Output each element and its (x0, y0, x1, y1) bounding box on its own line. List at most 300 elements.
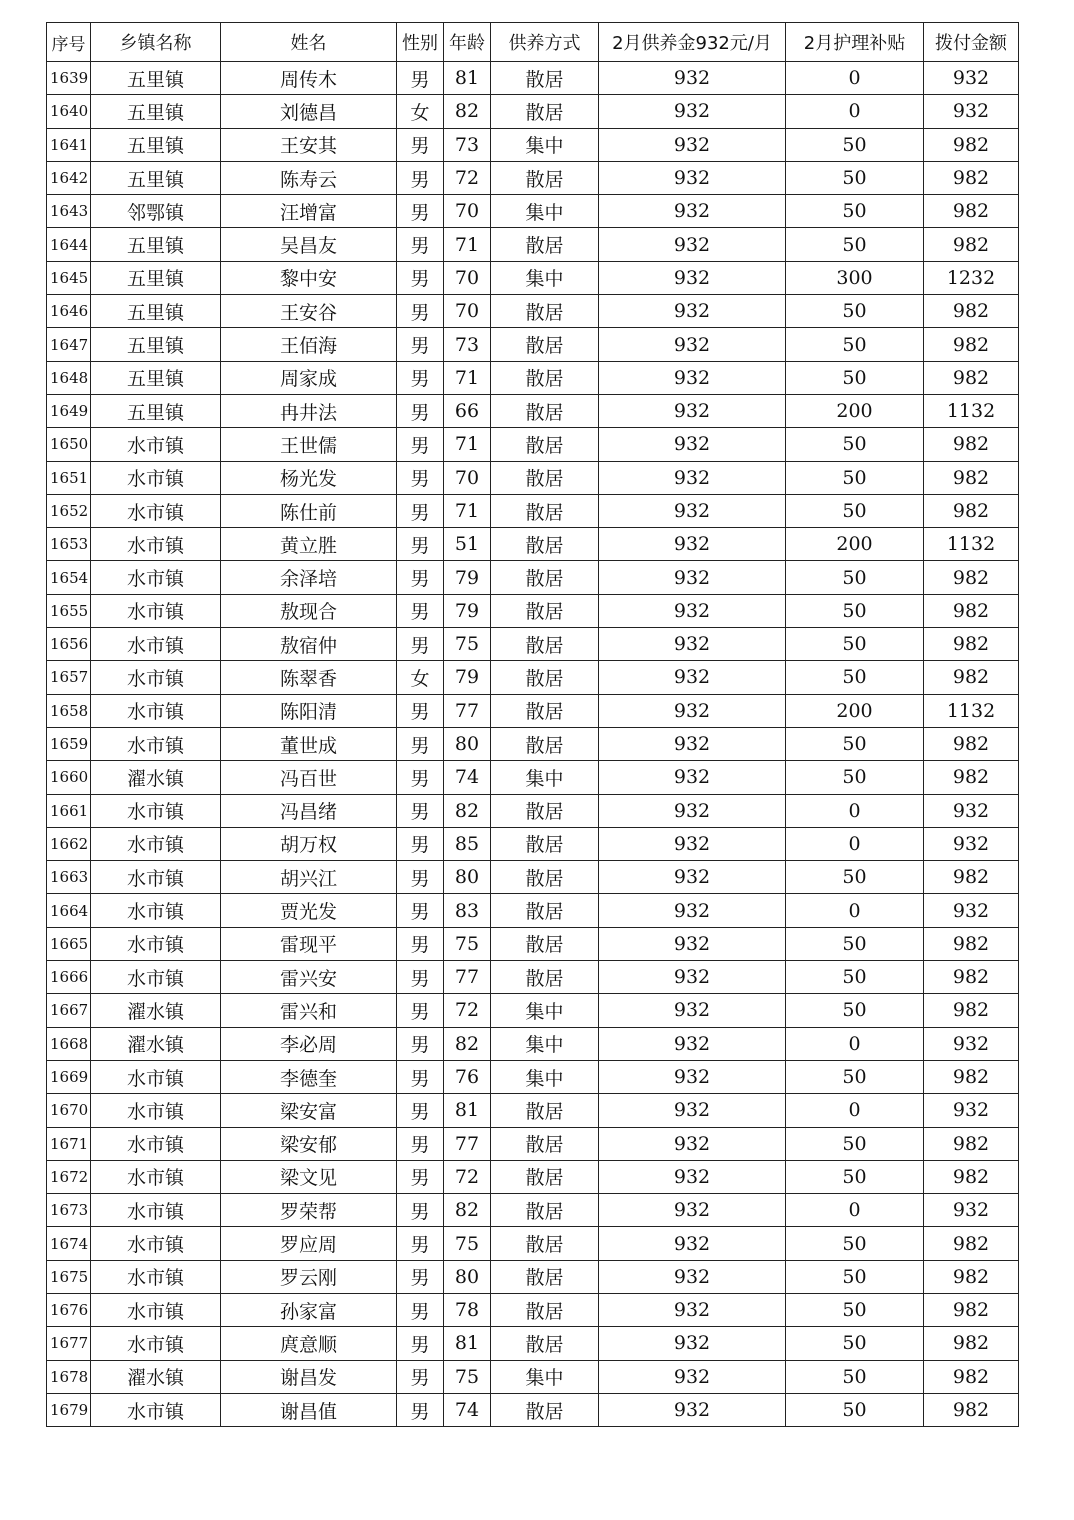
cell-seq: 1654 (47, 561, 91, 594)
cell-care-subsidy: 50 (786, 927, 924, 960)
cell-support-type: 散居 (491, 694, 599, 727)
cell-gender: 男 (397, 1194, 444, 1227)
cell-support-fund: 932 (599, 1127, 786, 1160)
cell-payment-amount: 982 (924, 1360, 1019, 1393)
cell-name: 黎中安 (221, 261, 397, 294)
cell-gender: 男 (397, 1094, 444, 1127)
cell-name: 余泽培 (221, 561, 397, 594)
cell-care-subsidy: 0 (786, 1194, 924, 1227)
cell-seq: 1656 (47, 628, 91, 661)
cell-support-type: 散居 (491, 461, 599, 494)
cell-payment-amount: 982 (924, 428, 1019, 461)
header-town: 乡镇名称 (91, 23, 221, 62)
cell-payment-amount: 932 (924, 1094, 1019, 1127)
cell-town: 水市镇 (91, 1060, 221, 1093)
cell-town: 水市镇 (91, 561, 221, 594)
cell-name: 胡兴江 (221, 861, 397, 894)
cell-name: 冉井法 (221, 394, 397, 427)
cell-support-fund: 932 (599, 894, 786, 927)
table-row (47, 261, 1019, 294)
cell-care-subsidy: 50 (786, 228, 924, 261)
cell-seq: 1663 (47, 861, 91, 894)
cell-age: 77 (444, 694, 491, 727)
cell-seq: 1678 (47, 1360, 91, 1393)
cell-age: 70 (444, 261, 491, 294)
cell-payment-amount: 982 (924, 628, 1019, 661)
cell-support-fund: 932 (599, 1227, 786, 1260)
cell-town: 水市镇 (91, 1327, 221, 1360)
cell-age: 71 (444, 228, 491, 261)
cell-age: 82 (444, 95, 491, 128)
cell-seq: 1644 (47, 228, 91, 261)
cell-seq: 1666 (47, 961, 91, 994)
cell-seq: 1677 (47, 1327, 91, 1360)
cell-care-subsidy: 50 (786, 1360, 924, 1393)
cell-seq: 1674 (47, 1227, 91, 1260)
cell-support-fund: 932 (599, 328, 786, 361)
cell-support-fund: 932 (599, 295, 786, 328)
table-row (47, 361, 1019, 394)
cell-seq: 1670 (47, 1094, 91, 1127)
cell-age: 73 (444, 128, 491, 161)
cell-age: 81 (444, 1327, 491, 1360)
header-name: 姓名 (221, 23, 397, 62)
cell-payment-amount: 982 (924, 761, 1019, 794)
cell-support-fund: 932 (599, 1393, 786, 1426)
cell-support-type: 散居 (491, 1194, 599, 1227)
cell-gender: 男 (397, 195, 444, 228)
cell-support-fund: 932 (599, 661, 786, 694)
cell-payment-amount: 982 (924, 328, 1019, 361)
cell-gender: 男 (397, 494, 444, 527)
cell-support-fund: 932 (599, 228, 786, 261)
cell-name: 贾光发 (221, 894, 397, 927)
table-row (47, 1293, 1019, 1326)
cell-care-subsidy: 0 (786, 1027, 924, 1060)
cell-gender: 男 (397, 1027, 444, 1060)
cell-town: 水市镇 (91, 694, 221, 727)
cell-town: 水市镇 (91, 1293, 221, 1326)
cell-town: 濯水镇 (91, 761, 221, 794)
cell-care-subsidy: 50 (786, 1227, 924, 1260)
cell-gender: 男 (397, 428, 444, 461)
cell-name: 雷现平 (221, 927, 397, 960)
table-row (47, 394, 1019, 427)
cell-payment-amount: 982 (924, 461, 1019, 494)
header-payment-amount: 拨付金额 (924, 23, 1019, 62)
cell-payment-amount: 982 (924, 1393, 1019, 1426)
cell-town: 水市镇 (91, 1160, 221, 1193)
cell-age: 73 (444, 328, 491, 361)
cell-gender: 男 (397, 161, 444, 194)
cell-payment-amount: 982 (924, 1327, 1019, 1360)
cell-support-type: 散居 (491, 1227, 599, 1260)
cell-support-type: 散居 (491, 295, 599, 328)
cell-payment-amount: 982 (924, 195, 1019, 228)
cell-seq: 1658 (47, 694, 91, 727)
table-row (47, 195, 1019, 228)
cell-care-subsidy: 50 (786, 594, 924, 627)
table-row (47, 761, 1019, 794)
cell-support-fund: 932 (599, 1160, 786, 1193)
table-row (47, 461, 1019, 494)
cell-payment-amount: 1132 (924, 394, 1019, 427)
cell-support-type: 散居 (491, 727, 599, 760)
header-care-subsidy: 2月护理补贴 (786, 23, 924, 62)
cell-gender: 男 (397, 1060, 444, 1093)
table-row (47, 628, 1019, 661)
cell-name: 李德奎 (221, 1060, 397, 1093)
cell-town: 五里镇 (91, 328, 221, 361)
cell-town: 五里镇 (91, 62, 221, 95)
cell-seq: 1659 (47, 727, 91, 760)
cell-gender: 男 (397, 694, 444, 727)
cell-town: 邻鄂镇 (91, 195, 221, 228)
cell-gender: 女 (397, 661, 444, 694)
cell-age: 76 (444, 1060, 491, 1093)
cell-town: 水市镇 (91, 794, 221, 827)
table-row (47, 1227, 1019, 1260)
cell-gender: 男 (397, 1160, 444, 1193)
cell-town: 水市镇 (91, 727, 221, 760)
cell-payment-amount: 932 (924, 794, 1019, 827)
table-row (47, 1094, 1019, 1127)
cell-seq: 1660 (47, 761, 91, 794)
cell-name: 罗应周 (221, 1227, 397, 1260)
cell-payment-amount: 982 (924, 661, 1019, 694)
cell-name: 胡万权 (221, 827, 397, 860)
cell-support-fund: 932 (599, 628, 786, 661)
cell-seq: 1657 (47, 661, 91, 694)
cell-support-fund: 932 (599, 461, 786, 494)
cell-town: 水市镇 (91, 1127, 221, 1160)
cell-gender: 男 (397, 961, 444, 994)
cell-seq: 1673 (47, 1194, 91, 1227)
cell-support-fund: 932 (599, 861, 786, 894)
table-row (47, 961, 1019, 994)
cell-seq: 1679 (47, 1393, 91, 1426)
table-row (47, 428, 1019, 461)
cell-support-type: 散居 (491, 161, 599, 194)
cell-payment-amount: 982 (924, 1227, 1019, 1260)
cell-age: 70 (444, 461, 491, 494)
cell-name: 庹意顺 (221, 1327, 397, 1360)
cell-seq: 1652 (47, 494, 91, 527)
cell-care-subsidy: 50 (786, 1260, 924, 1293)
cell-name: 谢昌发 (221, 1360, 397, 1393)
cell-age: 72 (444, 994, 491, 1027)
cell-gender: 男 (397, 1327, 444, 1360)
cell-name: 敖现合 (221, 594, 397, 627)
cell-name: 刘德昌 (221, 95, 397, 128)
cell-payment-amount: 982 (924, 1293, 1019, 1326)
cell-payment-amount: 982 (924, 228, 1019, 261)
cell-age: 81 (444, 1094, 491, 1127)
cell-care-subsidy: 50 (786, 994, 924, 1027)
cell-payment-amount: 932 (924, 894, 1019, 927)
cell-age: 80 (444, 1260, 491, 1293)
cell-name: 陈寿云 (221, 161, 397, 194)
cell-seq: 1641 (47, 128, 91, 161)
cell-support-fund: 932 (599, 1027, 786, 1060)
cell-gender: 男 (397, 228, 444, 261)
cell-town: 五里镇 (91, 128, 221, 161)
cell-support-fund: 932 (599, 528, 786, 561)
cell-name: 冯昌绪 (221, 794, 397, 827)
table-row (47, 62, 1019, 95)
cell-age: 74 (444, 761, 491, 794)
cell-gender: 男 (397, 894, 444, 927)
cell-payment-amount: 982 (924, 361, 1019, 394)
cell-care-subsidy: 50 (786, 461, 924, 494)
header-support-type: 供养方式 (491, 23, 599, 62)
header-support-fund: 2月供养金932元/月 (599, 23, 786, 62)
cell-age: 80 (444, 727, 491, 760)
cell-age: 71 (444, 494, 491, 527)
cell-support-type: 集中 (491, 994, 599, 1027)
table-row (47, 128, 1019, 161)
cell-age: 72 (444, 1160, 491, 1193)
cell-care-subsidy: 50 (786, 727, 924, 760)
cell-support-fund: 932 (599, 561, 786, 594)
cell-support-type: 集中 (491, 261, 599, 294)
cell-name: 雷兴安 (221, 961, 397, 994)
cell-name: 王安其 (221, 128, 397, 161)
cell-town: 五里镇 (91, 228, 221, 261)
cell-gender: 男 (397, 727, 444, 760)
cell-age: 82 (444, 1027, 491, 1060)
table-row (47, 827, 1019, 860)
cell-town: 濯水镇 (91, 1027, 221, 1060)
cell-age: 74 (444, 1393, 491, 1426)
cell-support-fund: 932 (599, 727, 786, 760)
cell-gender: 男 (397, 1293, 444, 1326)
cell-support-type: 集中 (491, 128, 599, 161)
cell-care-subsidy: 0 (786, 794, 924, 827)
table-row (47, 1393, 1019, 1426)
table-row (47, 994, 1019, 1027)
cell-name: 孙家富 (221, 1293, 397, 1326)
header-row (47, 23, 1019, 62)
cell-age: 80 (444, 861, 491, 894)
cell-name: 杨光发 (221, 461, 397, 494)
cell-support-fund: 932 (599, 1360, 786, 1393)
table-row (47, 494, 1019, 527)
table-row (47, 894, 1019, 927)
cell-age: 70 (444, 295, 491, 328)
cell-care-subsidy: 50 (786, 361, 924, 394)
cell-seq: 1668 (47, 1027, 91, 1060)
cell-support-type: 散居 (491, 961, 599, 994)
cell-name: 梁安郁 (221, 1127, 397, 1160)
cell-support-type: 集中 (491, 1360, 599, 1393)
cell-support-fund: 932 (599, 994, 786, 1027)
cell-care-subsidy: 200 (786, 694, 924, 727)
cell-age: 85 (444, 827, 491, 860)
cell-payment-amount: 982 (924, 494, 1019, 527)
cell-seq: 1646 (47, 295, 91, 328)
cell-care-subsidy: 200 (786, 528, 924, 561)
cell-support-type: 散居 (491, 628, 599, 661)
cell-town: 五里镇 (91, 394, 221, 427)
cell-payment-amount: 982 (924, 1060, 1019, 1093)
cell-town: 水市镇 (91, 894, 221, 927)
cell-town: 五里镇 (91, 161, 221, 194)
cell-seq: 1669 (47, 1060, 91, 1093)
cell-gender: 男 (397, 62, 444, 95)
table-row (47, 927, 1019, 960)
cell-age: 82 (444, 1194, 491, 1227)
cell-support-type: 散居 (491, 328, 599, 361)
cell-payment-amount: 982 (924, 727, 1019, 760)
cell-seq: 1664 (47, 894, 91, 927)
cell-support-type: 散居 (491, 228, 599, 261)
cell-seq: 1651 (47, 461, 91, 494)
cell-town: 水市镇 (91, 1194, 221, 1227)
cell-support-fund: 932 (599, 794, 786, 827)
cell-care-subsidy: 50 (786, 295, 924, 328)
cell-age: 75 (444, 1227, 491, 1260)
cell-gender: 男 (397, 328, 444, 361)
cell-gender: 男 (397, 128, 444, 161)
table-row (47, 161, 1019, 194)
cell-town: 水市镇 (91, 461, 221, 494)
cell-name: 谢昌值 (221, 1393, 397, 1426)
cell-gender: 男 (397, 827, 444, 860)
cell-payment-amount: 932 (924, 62, 1019, 95)
cell-town: 水市镇 (91, 494, 221, 527)
cell-care-subsidy: 50 (786, 628, 924, 661)
cell-support-type: 散居 (491, 1094, 599, 1127)
cell-support-fund: 932 (599, 95, 786, 128)
cell-support-type: 散居 (491, 661, 599, 694)
cell-seq: 1655 (47, 594, 91, 627)
cell-payment-amount: 982 (924, 994, 1019, 1027)
cell-care-subsidy: 200 (786, 394, 924, 427)
cell-care-subsidy: 50 (786, 961, 924, 994)
cell-gender: 女 (397, 95, 444, 128)
cell-seq: 1640 (47, 95, 91, 128)
cell-support-type: 散居 (491, 794, 599, 827)
header-age: 年龄 (444, 23, 491, 62)
cell-age: 82 (444, 794, 491, 827)
cell-age: 71 (444, 428, 491, 461)
cell-age: 83 (444, 894, 491, 927)
cell-name: 董世成 (221, 727, 397, 760)
table-row (47, 561, 1019, 594)
cell-support-fund: 932 (599, 394, 786, 427)
cell-town: 水市镇 (91, 827, 221, 860)
cell-care-subsidy: 300 (786, 261, 924, 294)
table-row (47, 295, 1019, 328)
cell-seq: 1661 (47, 794, 91, 827)
cell-support-fund: 932 (599, 1060, 786, 1093)
header-gender: 性别 (397, 23, 444, 62)
cell-payment-amount: 932 (924, 1027, 1019, 1060)
cell-age: 75 (444, 628, 491, 661)
cell-support-type: 散居 (491, 62, 599, 95)
cell-care-subsidy: 50 (786, 1127, 924, 1160)
cell-age: 81 (444, 62, 491, 95)
cell-gender: 男 (397, 761, 444, 794)
cell-support-type: 散居 (491, 1127, 599, 1160)
cell-age: 78 (444, 1293, 491, 1326)
cell-town: 水市镇 (91, 594, 221, 627)
cell-support-type: 散居 (491, 1293, 599, 1326)
table-row (47, 1194, 1019, 1227)
cell-town: 水市镇 (91, 428, 221, 461)
cell-gender: 男 (397, 1127, 444, 1160)
cell-town: 水市镇 (91, 1393, 221, 1426)
cell-age: 79 (444, 594, 491, 627)
cell-support-fund: 932 (599, 428, 786, 461)
table-row (47, 861, 1019, 894)
cell-care-subsidy: 50 (786, 761, 924, 794)
cell-name: 陈翠香 (221, 661, 397, 694)
cell-town: 濯水镇 (91, 1360, 221, 1393)
cell-age: 72 (444, 161, 491, 194)
cell-town: 水市镇 (91, 1227, 221, 1260)
cell-seq: 1653 (47, 528, 91, 561)
cell-support-fund: 932 (599, 1194, 786, 1227)
cell-name: 冯百世 (221, 761, 397, 794)
cell-town: 濯水镇 (91, 994, 221, 1027)
cell-payment-amount: 1132 (924, 528, 1019, 561)
cell-support-type: 散居 (491, 827, 599, 860)
table-header (47, 23, 1019, 62)
cell-care-subsidy: 50 (786, 428, 924, 461)
cell-name: 王安谷 (221, 295, 397, 328)
cell-seq: 1662 (47, 827, 91, 860)
cell-support-fund: 932 (599, 1094, 786, 1127)
table-row (47, 1327, 1019, 1360)
cell-seq: 1645 (47, 261, 91, 294)
cell-age: 70 (444, 195, 491, 228)
table-row (47, 661, 1019, 694)
cell-seq: 1676 (47, 1293, 91, 1326)
cell-gender: 男 (397, 1227, 444, 1260)
cell-support-fund: 932 (599, 594, 786, 627)
cell-gender: 男 (397, 295, 444, 328)
cell-care-subsidy: 50 (786, 1327, 924, 1360)
cell-support-fund: 932 (599, 62, 786, 95)
cell-name: 黄立胜 (221, 528, 397, 561)
cell-name: 梁文见 (221, 1160, 397, 1193)
header-seq: 序号 (47, 23, 91, 62)
cell-care-subsidy: 50 (786, 128, 924, 161)
cell-name: 雷兴和 (221, 994, 397, 1027)
cell-gender: 男 (397, 794, 444, 827)
cell-seq: 1643 (47, 195, 91, 228)
cell-gender: 男 (397, 361, 444, 394)
table-row (47, 1160, 1019, 1193)
cell-town: 水市镇 (91, 628, 221, 661)
cell-support-type: 散居 (491, 528, 599, 561)
cell-town: 水市镇 (91, 927, 221, 960)
cell-gender: 男 (397, 461, 444, 494)
cell-support-fund: 932 (599, 361, 786, 394)
cell-care-subsidy: 0 (786, 827, 924, 860)
cell-gender: 男 (397, 1260, 444, 1293)
cell-town: 水市镇 (91, 861, 221, 894)
cell-support-type: 散居 (491, 927, 599, 960)
cell-care-subsidy: 0 (786, 1094, 924, 1127)
cell-seq: 1672 (47, 1160, 91, 1193)
cell-payment-amount: 1132 (924, 694, 1019, 727)
cell-care-subsidy: 50 (786, 1060, 924, 1093)
cell-gender: 男 (397, 1393, 444, 1426)
cell-seq: 1650 (47, 428, 91, 461)
